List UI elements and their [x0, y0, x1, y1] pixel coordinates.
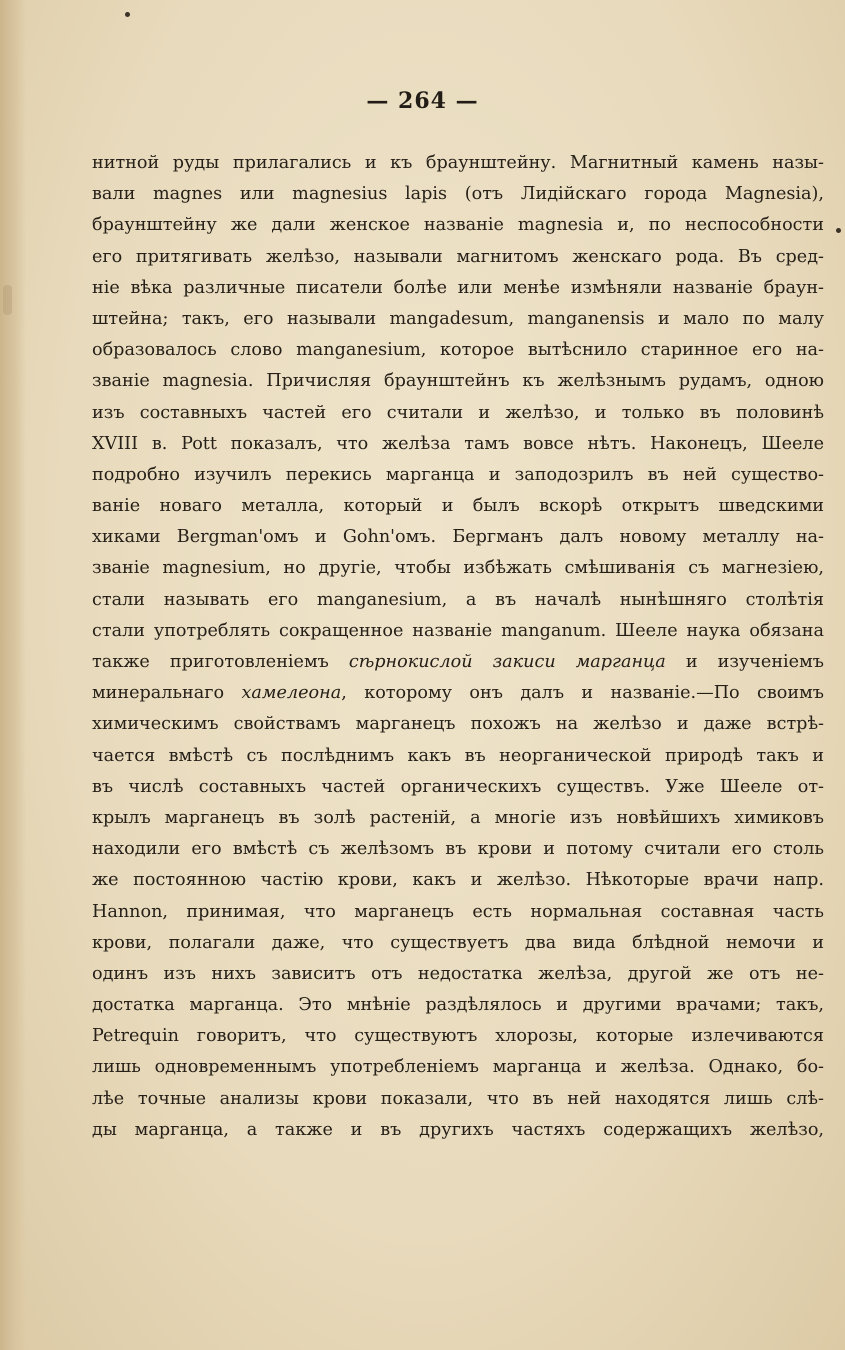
text-line: минеральнаго хамелеона, которому онъ далъ и названіе.—По своимъ	[92, 683, 824, 704]
text-line: его притягивать желѣзо, называли магнитомъ женскаго рода. Въ сред-	[92, 246, 824, 267]
ink-speck	[836, 228, 841, 233]
binding-mark	[3, 285, 12, 315]
text-line: лѣе точные анализы крови показали, что въ ней находятся лишь слѣ-	[92, 1088, 824, 1109]
text-line: чается вмѣстѣ съ послѣднимъ какъ въ неорганической природѣ такъ и	[92, 745, 824, 766]
text-line: крылъ марганецъ въ золѣ растеній, а многіе изъ новѣйшихъ химиковъ	[92, 807, 824, 828]
text-line: же постоянною частію крови, какъ и желѣзо. Нѣкоторые врачи напр.	[92, 870, 824, 891]
text-line: образовалось слово manganesium, которое вытѣснило старинное его на-	[92, 340, 824, 361]
text-line: хиками Bergman'омъ и Gohn'омъ. Бергманъ далъ новому металлу на-	[92, 527, 824, 548]
text-line: также приготовленіемъ сѣрнокислой закиси марганца и изученіемъ	[92, 652, 824, 672]
text-line: находили его вмѣстѣ съ желѣзомъ въ крови и потому считали его столь	[92, 839, 824, 860]
text-line: штейна; такъ, его называли mangadesum, manganensis и мало по малу	[92, 308, 824, 329]
text-line: подробно изучилъ перекись марганца и заподозрилъ въ ней существо-	[92, 464, 824, 485]
text-line: химическимъ свойствамъ марганецъ похожъ на желѣзо и даже встрѣ-	[92, 714, 824, 735]
ink-speck	[125, 12, 130, 17]
text-line: Hannon, принимая, что марганецъ есть нормальная составная часть	[92, 901, 824, 922]
text-line: одинъ изъ нихъ зависитъ отъ недостатка желѣза, другой же отъ не-	[92, 963, 824, 984]
page-binding-edge	[0, 0, 26, 1350]
text-line: ды марганца, а также и въ другихъ частяхъ содержащихъ желѣзо,	[92, 1119, 824, 1140]
text-line: лишь одновременнымъ употребленіемъ марганца и желѣза. Однако, бо-	[92, 1057, 824, 1078]
text-line: званіе magnesium, но другіе, чтобы избѣжать смѣшиванія съ магнезіею,	[92, 558, 824, 579]
text-line: изъ составныхъ частей его считали и желѣзо, и только въ половинѣ	[92, 402, 824, 423]
text-line: стали употреблять сокращенное названіе manganum. Шееле наука обязана	[92, 620, 824, 641]
text-line: Petrequin говоритъ, что существуютъ хлорозы, которые излечиваются	[92, 1026, 824, 1047]
text-line: крови, полагали даже, что существуетъ два вида блѣдной немочи и	[92, 932, 824, 953]
text-line: XVIII в. Pott показалъ, что желѣза тамъ вовсе нѣтъ. Наконецъ, Шееле	[92, 433, 824, 454]
body-text	[92, 148, 824, 1146]
page-number: — 264 —	[366, 88, 479, 114]
text-line: стали называть его manganesium, а въ началѣ нынѣшняго столѣтія	[92, 589, 824, 610]
text-line: ніе вѣка различные писатели болѣе или менѣе измѣняли названіе браун-	[92, 277, 824, 298]
italic-term: сѣрнокислой закиси марганца	[348, 652, 666, 672]
italic-term: хамелеона	[241, 683, 342, 704]
text-line: ваніе новаго металла, который и былъ вскорѣ открытъ шведскими	[92, 496, 824, 517]
text-line: вали magnes или magnesius lapis (отъ Лидійскаго города Magnesia),	[92, 184, 824, 205]
text-line: достатка марганца. Это мнѣніе раздѣлялось и другими врачами; такъ,	[92, 995, 824, 1016]
text-line: въ числѣ составныхъ частей органическихъ существъ. Уже Шееле от-	[92, 776, 824, 797]
text-line: браунштейну же дали женское названіе magnesia и, по неспособности	[92, 215, 824, 236]
text-line: званіе magnesia. Причисляя браунштейнъ къ желѣзнымъ рудамъ, одною	[92, 371, 824, 392]
text-line: нитной руды прилагались и къ браунштейну. Магнитный камень назы-	[92, 153, 824, 173]
